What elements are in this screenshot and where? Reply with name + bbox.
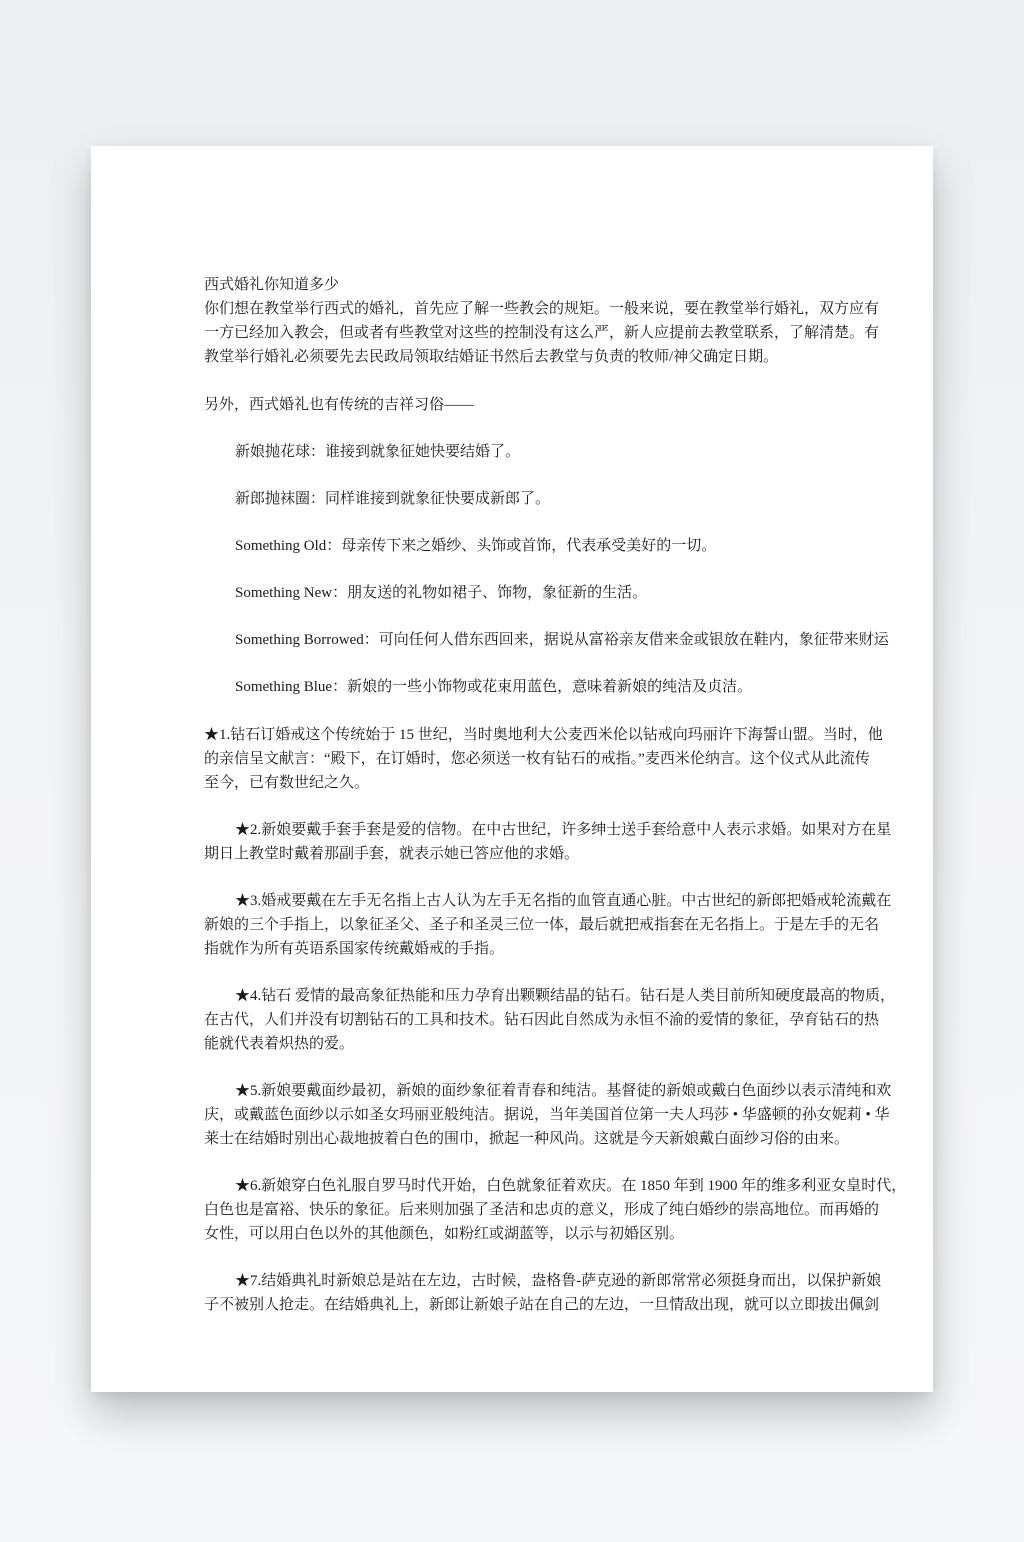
document-page [91, 146, 933, 1392]
section-line: 指就作为所有英语系国家传统戴婚戒的手指。 [204, 941, 505, 957]
section-line: ★1.钻石订婚戒这个传统始于 15 世纪，当时奥地利大公麦西米伦以钻戒向玛丽许下海誓山盟。当时，他 [204, 727, 883, 743]
section-line: 能就代表着炽热的爱。 [204, 1036, 355, 1052]
document-body [204, 273, 918, 1317]
document-title: 西式婚礼你知道多少 [204, 277, 340, 293]
section-line: 白色也是富裕、快乐的象征。后来则加强了圣洁和忠贞的意义，形成了纯白婚纱的崇高地位。而再婚的 [204, 1202, 880, 1218]
custom-item: Something Blue：新娘的一些小饰物或花束用蓝色，意味着新娘的纯洁及贞洁。 [235, 679, 753, 695]
section-line: ★2.新娘要戴手套手套是爱的信物。在中古世纪，许多绅士送手套给意中人表示求婚。如果对方在星 [235, 822, 892, 838]
custom-item: Something New：朋友送的礼物如裙子、饰物，象征新的生活。 [235, 585, 648, 601]
section-line: 新娘的三个手指上，以象征圣父、圣子和圣灵三位一体，最后就把戒指套在无名指上。于是左手的无名 [204, 917, 880, 933]
custom-item: Something Borrowed：可向任何人借东西回来，据说从富裕亲友借来金或银放在鞋内，象征带来财运 [235, 632, 889, 648]
intro-line: 教堂举行婚礼必须要先去民政局领取结婚证书然后去教堂与负责的牧师/神父确定日期。 [204, 349, 779, 365]
customs-heading: 另外，西式婚礼也有传统的吉祥习俗—— [204, 397, 475, 413]
custom-item: Something Old：母亲传下来之婚纱、头饰或首饰，代表承受美好的一切。 [235, 538, 717, 554]
section-line: 至今，已有数世纪之久。 [204, 775, 370, 791]
section-line: 庆，或戴蓝色面纱以示如圣女玛丽亚般纯洁。据说，当年美国首位第一夫人玛莎 • 华盛顿的孙女妮莉 • 华 [204, 1107, 890, 1123]
section-line: 女性，可以用白色以外的其他颜色，如粉红或湖蓝等，以示与初婚区别。 [204, 1226, 685, 1242]
section-line: ★7.结婚典礼时新娘总是站在左边，古时候，盎格鲁-萨克逊的新郎常常必须挺身而出，以保护新娘 [235, 1273, 882, 1289]
section-line: ★5.新娘要戴面纱最初，新娘的面纱象征着青春和纯洁。基督徒的新娘或戴白色面纱以表示清纯和欢 [235, 1083, 892, 1099]
intro-line: 一方已经加入教会，但或者有些教堂对这些的控制没有这么严，新人应提前去教堂联系，了解清楚。有 [204, 325, 880, 341]
custom-item: 新郎抛袜圈：同样谁接到就象征快要成新郎了。 [235, 491, 551, 507]
section-line: 的亲信呈文献言：“殿下，在订婚时，您必须送一枚有钻石的戒指。”麦西米伦纳言。这个仪式从此流传 [204, 751, 870, 767]
section-line: ★3.婚戒要戴在左手无名指上古人认为左手无名指的血管直通心脏。中古世纪的新郎把婚戒轮流戴在 [235, 893, 892, 909]
intro-line: 你们想在教堂举行西式的婚礼，首先应了解一些教会的规矩。一般来说，要在教堂举行婚礼，双方应有 [204, 301, 880, 317]
section-line: 子不被别人抢走。在结婚典礼上，新郎让新娘子站在自己的左边，一旦情敌出现，就可以立即拔出佩剑 [204, 1297, 880, 1313]
section-line: ★4.钻石 爱情的最高象征热能和压力孕育出颗颗结晶的钻石。钻石是人类目前所知硬度最高的物质， [235, 988, 896, 1004]
section-line: 在古代，人们并没有切割钻石的工具和技术。钻石因此自然成为永恒不渝的爱情的象征，孕育钻石的热 [204, 1012, 880, 1028]
section-line: ★6.新娘穿白色礼服自罗马时代开始，白色就象征着欢庆。在 1850 年到 1900 年的维多利亚女皇时代， [235, 1178, 907, 1194]
section-line: 莱士在结婚时别出心裁地披着白色的围巾，掀起一种风尚。这就是今天新娘戴白面纱习俗的由来。 [204, 1131, 850, 1147]
custom-item: 新娘抛花球：谁接到就象征她快要结婚了。 [235, 444, 521, 460]
section-line: 期日上教堂时戴着那副手套，就表示她已答应他的求婚。 [204, 846, 580, 862]
